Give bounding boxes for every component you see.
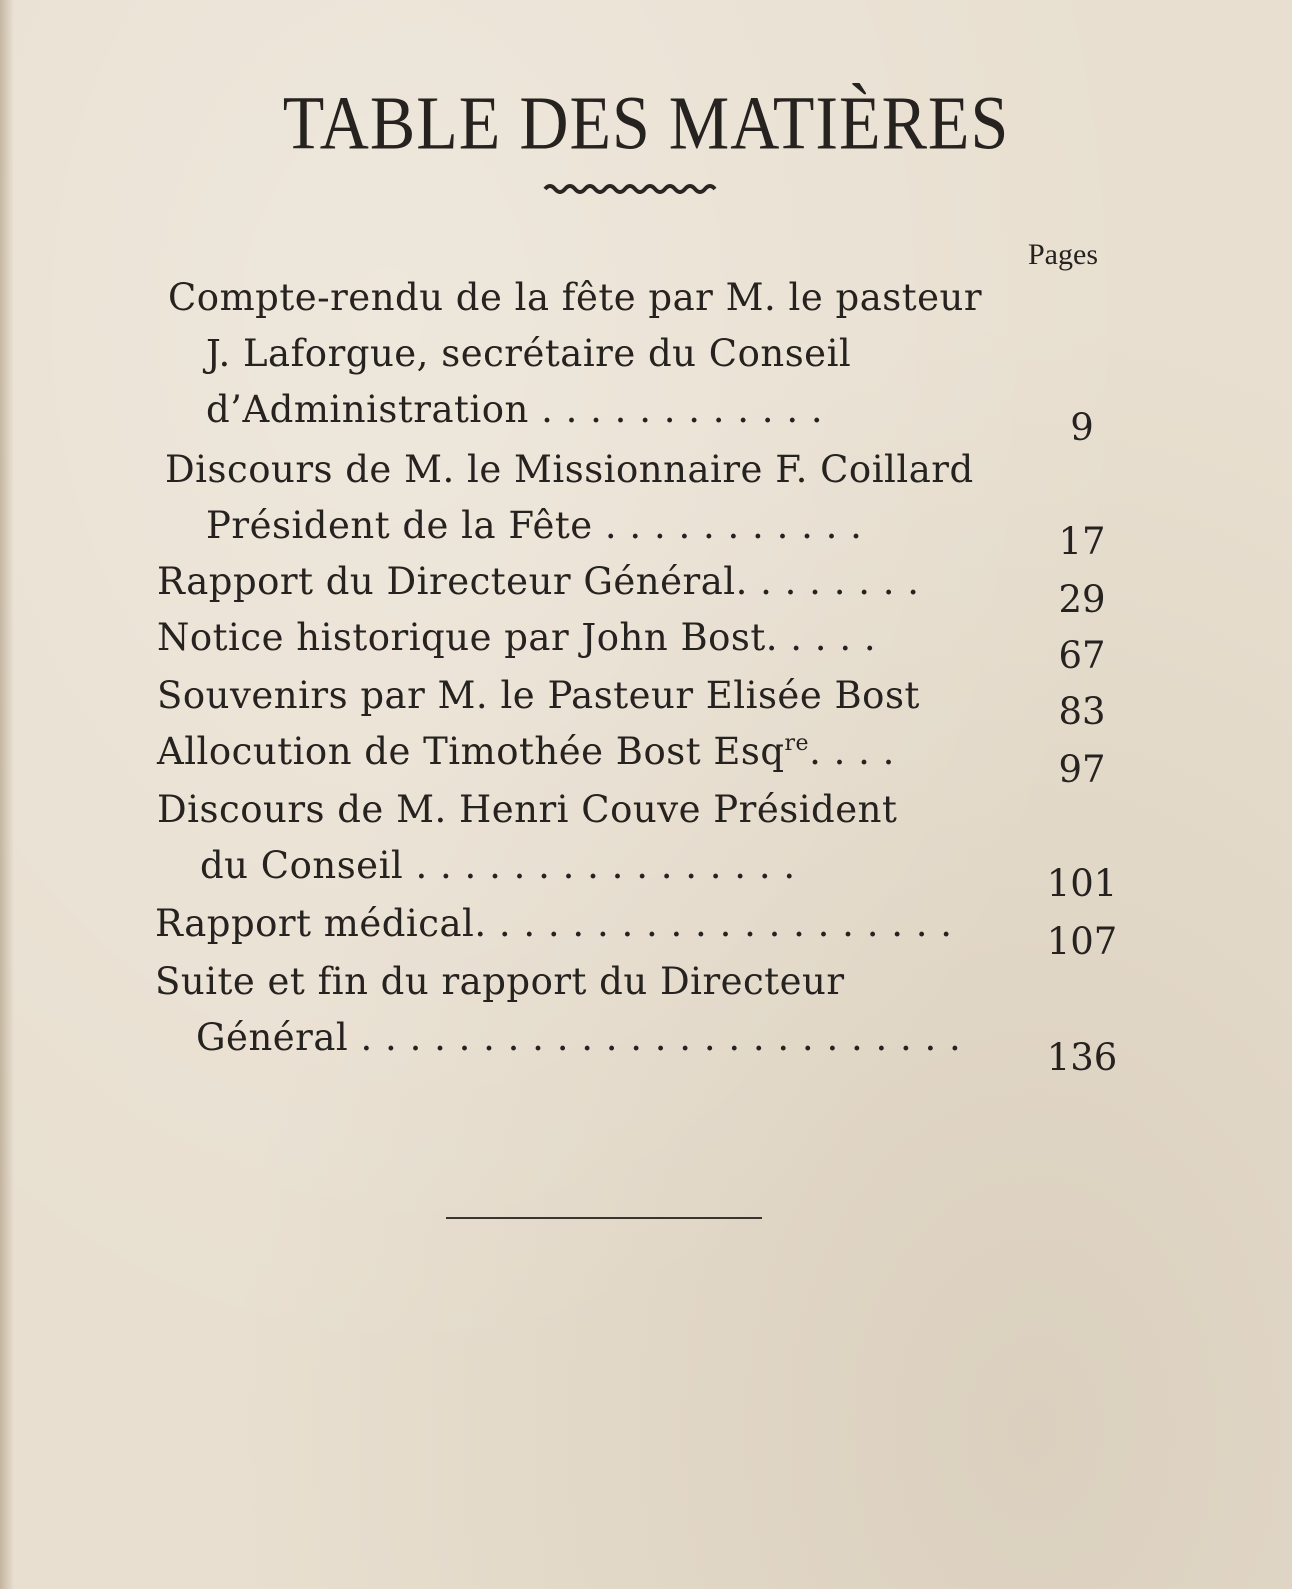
toc-page-number: 83 [1058, 690, 1106, 733]
toc-page-number: 29 [1058, 578, 1106, 621]
toc-page-number: 107 [1046, 920, 1118, 963]
toc-page-number: 136 [1046, 1036, 1118, 1079]
toc-entry-line [157, 730, 895, 774]
toc-entry-line: Notice historique par John Bost. . . . . [157, 616, 877, 659]
toc-entry-line: Président de la Fête . . . . . . . . . . . [206, 504, 863, 547]
toc-entry-line: Suite et fin du rapport du Directeur [155, 960, 845, 1003]
pages-column-label: Pages [1028, 238, 1098, 271]
toc-entry-line: Compte-rendu de la fête par M. le pasteur [168, 276, 983, 319]
toc-page-number: 101 [1046, 862, 1118, 905]
toc-page-number: 9 [1070, 406, 1094, 449]
page-title: TABLE DES MATIÈRES [282, 80, 1010, 166]
toc-entry-line: du Conseil . . . . . . . . . . . . . . . . [200, 844, 796, 887]
toc-entry-line: Rapport du Directeur Général. . . . . . . . [157, 560, 920, 603]
closing-rule [446, 1217, 762, 1219]
toc-entry-leader: . . . . [809, 730, 895, 773]
toc-entry-line: Souvenirs par M. le Pasteur Elisée Bost [157, 674, 920, 717]
toc-entry-line: Rapport médical. . . . . . . . . . . . . . . . . . . . [155, 902, 953, 945]
toc-entry-line: Discours de M. le Missionnaire F. Coillard [165, 448, 974, 491]
toc-page-number: 97 [1058, 748, 1106, 791]
toc-entry-line: Général . . . . . . . . . . . . . . . . . . . . . . . . . [196, 1016, 962, 1059]
toc-page-number: 67 [1058, 634, 1106, 677]
toc-entry-line: d’Administration . . . . . . . . . . . . [206, 388, 824, 431]
toc-entry-line: Discours de M. Henri Couve Président [157, 788, 898, 831]
toc-entry-superscript: re [784, 731, 810, 756]
toc-entry-line: J. Laforgue, secrétaire du Conseil [206, 332, 852, 375]
toc-page-number: 17 [1058, 520, 1106, 563]
toc-entry-text: Allocution de Timothée Bost Esq [157, 730, 785, 773]
